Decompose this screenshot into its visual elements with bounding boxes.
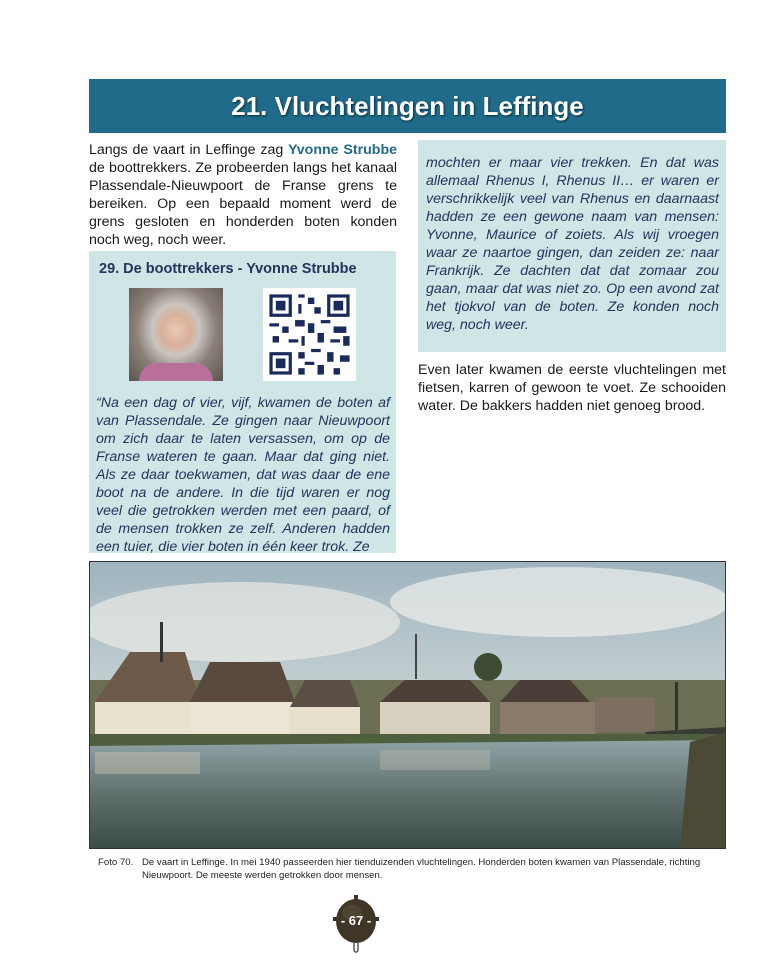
canal-photo-image bbox=[90, 562, 726, 849]
caption-text: De vaart in Leffinge. In mei 1940 passeerden hier tienduizenden vluchtelingen. Honderden boten kwamen van Plassendale, richting Nieuwpoort. De meeste werden getrokken door mensen. bbox=[142, 857, 701, 881]
page-number-badge bbox=[332, 895, 380, 953]
person-name: Yvonne Strubbe bbox=[288, 142, 397, 158]
testimony-quote-part2: mochten er maar vier trekken. En dat was allemaal Rhenus I, Rhenus II… er waren er verschrikkelijk veel van Rhenus en daarnaast hadden ze een gewone naam van mensen: Yvonne, Maurice of zoiets. Als wij vroegen waar ze naartoe gingen, dan zeiden ze: naar Frankrijk. Ze dachten dat dat zomaar zou gaan, maar dat was niet zo. Op een avond zat het tjokvol van de boten. Ze konden noch weg, noch weer. bbox=[426, 155, 719, 333]
testimony-title: 29. De boottrekkers - Yvonne Strubbe bbox=[99, 261, 357, 277]
qr-code[interactable] bbox=[263, 288, 356, 381]
chapter-title: 21. Vluchtelingen in Leffinge bbox=[89, 79, 726, 133]
caption-label: Foto 70. bbox=[98, 857, 134, 868]
testimony-box-continued bbox=[418, 140, 726, 352]
intro-text-rest: de boottrekkers. Ze probeerden langs het kanaal Plassendale-Nieuwpoort de Franse grens te bereiken. Op een bepaald moment werd de grens gesloten en honderden boten konden noch weg, noch weer. bbox=[89, 160, 397, 248]
testimony-box bbox=[89, 251, 396, 553]
photo-caption bbox=[98, 856, 738, 882]
canal-photo bbox=[89, 561, 726, 849]
page-number: - 67 - bbox=[340, 913, 372, 928]
portrait-photo bbox=[129, 288, 223, 381]
testimony-quote-part1: “Na een dag of vier, vijf, kwamen de boten af van Plassendale. Ze gingen naar Nieuwpoort om zich daar te laten versassen, om op de Franse wateren te gaan. Maar dat ging niet. Als ze daar toekwamen, dat was daar de ene boot na de andere. In die tijd waren er nog veel die getrokken werden met een paard, of de mensen trokken ze zelf. Anderen hadden een tuier, die vier boten in één keer trok. Ze bbox=[96, 395, 390, 555]
body-paragraph: Even later kwamen de eerste vluchtelingen met fietsen, karren of gewoon te voet. Ze schooiden water. De bakkers hadden niet genoeg brood. bbox=[418, 362, 726, 414]
intro-text: Langs de vaart in Leffinge zag bbox=[89, 142, 289, 158]
qr-code-icon bbox=[263, 288, 356, 381]
intro-paragraph bbox=[89, 141, 397, 249]
